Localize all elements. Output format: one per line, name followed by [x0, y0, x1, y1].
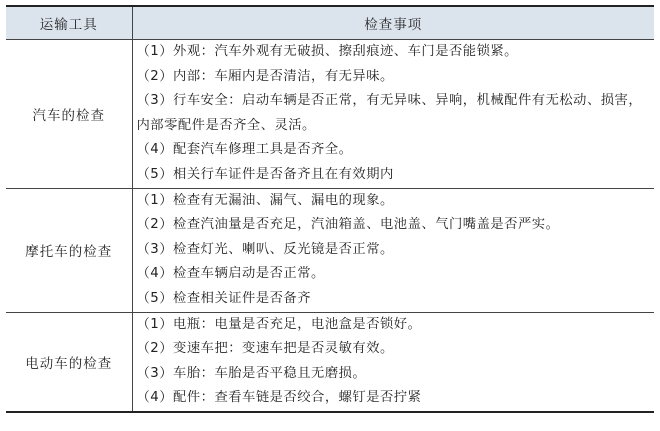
- table-row: [6, 312, 654, 412]
- list-item: （3）车胎：车胎是否平稳且无磨损。: [136, 365, 367, 381]
- header-inspection-items: 检查事项: [132, 6, 654, 40]
- list-item: （4）配套汽车修理工具是否齐全。: [136, 142, 353, 158]
- row-items-motorcycle: [132, 188, 654, 312]
- table-row: [6, 40, 654, 189]
- list-item: （2）内部：车厢内是否清洁，有无异味。: [136, 68, 394, 84]
- list-item: （2）变速车把：变速车把是否灵敏有效。: [136, 341, 394, 357]
- header-transport-tool: 运输工具: [6, 6, 132, 40]
- list-item: （1）电瓶：电量是否充足，电池盒是否锁好。: [136, 316, 422, 332]
- row-label-ebike: 电动车的检查: [6, 312, 132, 412]
- inspection-table: [6, 5, 654, 413]
- list-item: （4）检查车辆启动是否正常。: [136, 266, 325, 282]
- row-label-car: 汽车的检查: [6, 40, 132, 189]
- list-item: （5）相关行车证件是否备齐且在有效期内: [136, 166, 394, 182]
- list-item: （5）检查相关证件是否备齐: [136, 290, 312, 306]
- list-item: （3）检查灯光、喇叭、反光镜是否正常。: [136, 241, 394, 257]
- list-item: （1）检查有无漏油、漏气、漏电的现象。: [136, 192, 394, 208]
- list-item: （2）检查汽油量是否充足，汽油箱盖、电池盖、气门嘴盖是否严实。: [136, 217, 560, 233]
- row-items-car: [132, 40, 654, 189]
- list-item: （4）配件：查看车链是否绞合，螺钉是否拧紧: [136, 390, 422, 406]
- header-row: [6, 6, 654, 40]
- row-label-motorcycle: 摩托车的检查: [6, 188, 132, 312]
- list-item: （1）外观：汽车外观有无破损、擦刮痕迹、车门是否能锁紧。: [136, 44, 518, 59]
- list-item: （3）行车安全：启动车辆是否正常，有无异味、异响，机械配件有无松动、损害，内部零配件是否齐全、灵活。: [136, 93, 643, 133]
- row-items-ebike: [132, 312, 654, 412]
- table-row: [6, 188, 654, 312]
